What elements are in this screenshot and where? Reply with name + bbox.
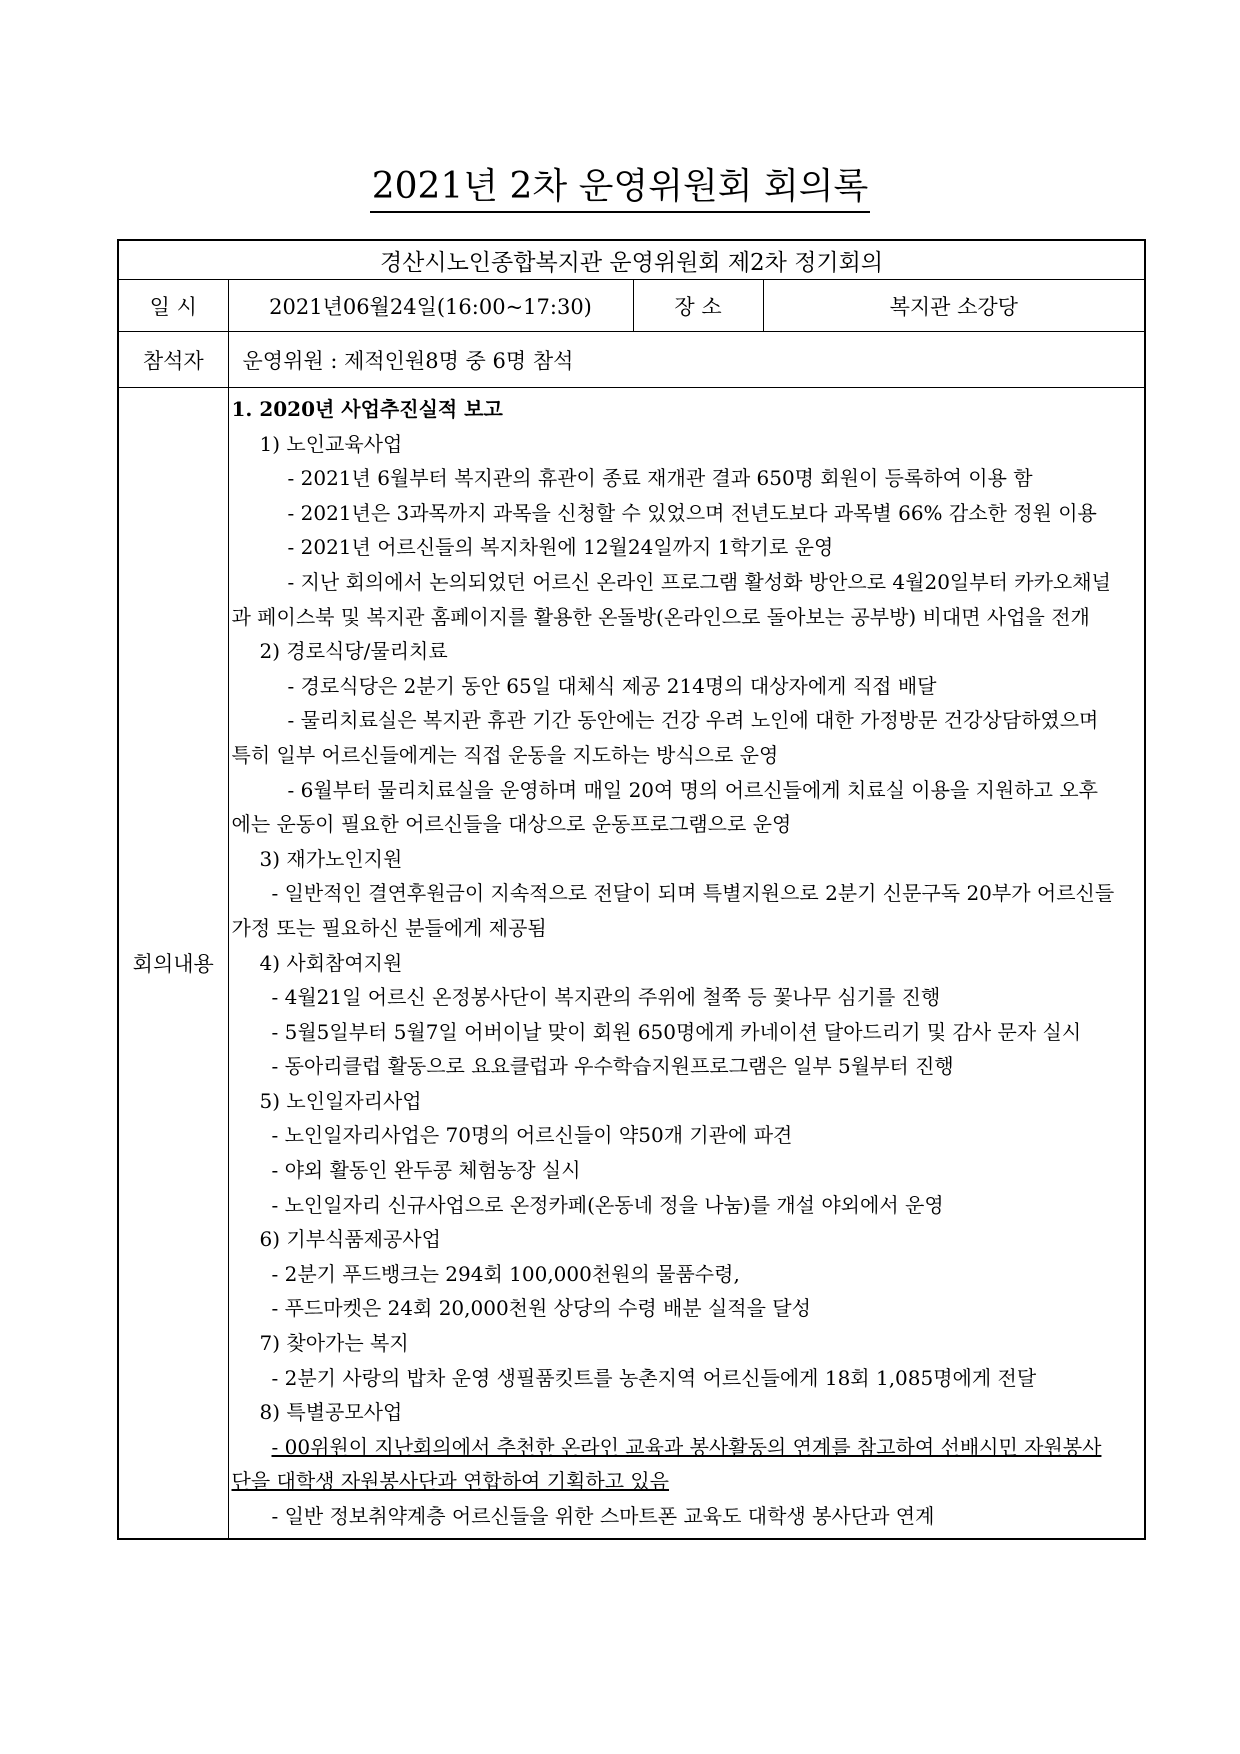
content-line: 과 페이스북 및 복지관 홈페이지를 활용한 온돌방(온라인으로 돌아보는 공부방) 비대면 사업을 전개 <box>231 604 1090 629</box>
subsection-heading: 3) 재가노인지원 <box>259 846 403 871</box>
subsection-heading: 7) 찾아가는 복지 <box>259 1331 409 1356</box>
subsection-heading: 1) 노인교육사업 <box>259 431 403 456</box>
content-line: - 2분기 푸드뱅크는 294회 100,000천원의 물품수령, <box>271 1261 740 1286</box>
content-line: - 일반적인 결연후원금이 지속적으로 전달이 되며 특별지원으로 2분기 신문구독 20부가 어르신들 <box>271 881 1115 906</box>
attendees-value: 운영위원 : 제적인원8명 중 6명 참석 <box>228 332 1145 388</box>
subsection-heading: 4) 사회참여지원 <box>259 950 403 975</box>
meeting-content <box>228 388 1145 1539</box>
date-value: 2021년06월24일(16:00~17:30) <box>228 280 633 332</box>
document-title-text: 2021년 2차 운영위원회 회의록 <box>370 165 871 213</box>
underlined-content-line: - 00위원이 지난회의에서 추천한 온라인 교육과 봉사활동의 연계를 참고하여 선배시민 자원봉사 <box>271 1434 1102 1459</box>
content-line: - 야외 활동인 완두콩 체험농장 실시 <box>271 1158 581 1183</box>
content-line: - 6월부터 물리치료실을 운영하며 매일 20여 명의 어르신들에게 치료실 이용을 지원하고 오후 <box>287 777 1098 802</box>
minutes-table <box>117 239 1146 1540</box>
content-line: - 2021년 6월부터 복지관의 휴관이 종료 재개관 결과 650명 회원이 등록하여 이용 함 <box>287 466 1033 491</box>
content-line: - 일반 정보취약계층 어르신들을 위한 스마트폰 교육도 대학생 봉사단과 연계 <box>271 1504 935 1528</box>
content-line: - 4월21일 어르신 온정봉사단이 복지관의 주위에 철쭉 등 꽃나무 심기를 진행 <box>271 985 941 1010</box>
attendees-label: 참석자 <box>118 332 228 388</box>
content-line: - 지난 회의에서 논의되었던 어르신 온라인 프로그램 활성화 방안으로 4월20일부터 카카오채널 <box>287 569 1111 594</box>
subsection-heading: 6) 기부식품제공사업 <box>259 1227 441 1252</box>
place-value: 복지관 소강당 <box>763 280 1145 332</box>
content-line: 에는 운동이 필요한 어르신들을 대상으로 운동프로그램으로 운영 <box>231 812 792 837</box>
underlined-content-line: 단을 대학생 자원봉사단과 연합하여 기획하고 있음 <box>231 1469 670 1494</box>
content-line: - 동아리클럽 활동으로 요요클럽과 우수학습지원프로그램은 일부 5월부터 진행 <box>271 1054 954 1079</box>
section-heading: 1. 2020년 사업추진실적 보고 <box>231 397 503 421</box>
content-line: - 노인일자리사업은 70명의 어르신들이 약50개 기관에 파견 <box>271 1123 793 1148</box>
content-label: 회의내용 <box>118 388 228 1539</box>
content-line: 가정 또는 필요하신 분들에게 제공됨 <box>231 915 547 940</box>
content-line: - 물리치료실은 복지관 휴관 기간 동안에는 건강 우려 노인에 대한 가정방문 건강상담하였으며 <box>287 708 1099 733</box>
place-label: 장 소 <box>633 280 763 332</box>
content-line: - 2021년은 3과목까지 과목을 신청할 수 있었으며 전년도보다 과목별 66% 감소한 정원 이용 <box>287 500 1097 525</box>
content-line: - 경로식당은 2분기 동안 65일 대체식 제공 214명의 대상자에게 직접 배달 <box>287 673 937 698</box>
document-title <box>0 165 1240 213</box>
subsection-heading: 8) 특별공모사업 <box>259 1400 403 1425</box>
content-line: - 푸드마켓은 24회 20,000천원 상당의 수령 배분 실적을 달성 <box>271 1296 811 1321</box>
content-line: - 2분기 사랑의 밥차 운영 생필품킷트를 농촌지역 어르신들에게 18회 1,085명에게 전달 <box>271 1365 1037 1390</box>
content-line: - 5월5일부터 5월7일 어버이날 맞이 회원 650명에게 카네이션 달아드리기 및 감사 문자 실시 <box>271 1019 1082 1044</box>
date-label: 일 시 <box>118 280 228 332</box>
content-line: 특히 일부 어르신들에게는 직접 운동을 지도하는 방식으로 운영 <box>231 742 779 767</box>
subsection-heading: 2) 경로식당/물리치료 <box>259 639 448 664</box>
content-line: - 2021년 어르신들의 복지차원에 12월24일까지 1학기로 운영 <box>287 535 834 560</box>
meeting-name: 경산시노인종합복지관 운영위원회 제2차 정기회의 <box>118 240 1145 280</box>
subsection-heading: 5) 노인일자리사업 <box>259 1088 422 1113</box>
content-line: - 노인일자리 신규사업으로 온정카페(온동네 정을 나눔)를 개설 야외에서 운영 <box>271 1192 944 1217</box>
